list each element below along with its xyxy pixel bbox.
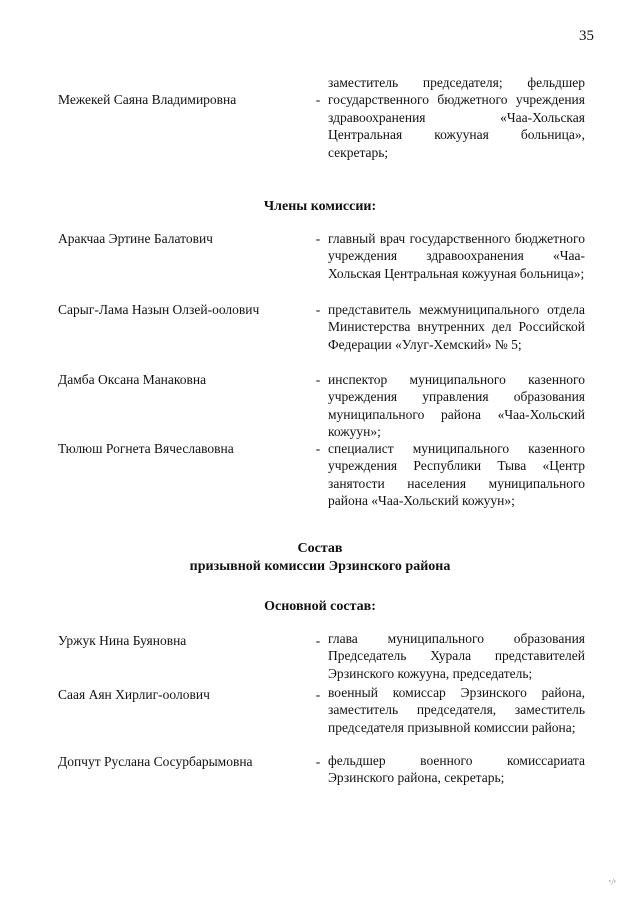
scan-mark: ᵛ/ᵋ bbox=[608, 877, 616, 887]
member-description: главный врач государственного бюджетного учреждения здравоохранения «Чаа-Хольская Центральная кожууная больница»; bbox=[328, 231, 585, 281]
member-name: Сарыг-Лама Назын Олзей-оолович bbox=[58, 302, 260, 317]
dash: - bbox=[315, 231, 321, 246]
member-description: глава муниципального образования Председатель Хурала представителей Эрзинского кожууна, председатель; bbox=[328, 631, 585, 681]
member-description: представитель межмуниципального отдела Министерства внутренних дел Российской Федерации «Улуг-Хемский» № 5; bbox=[328, 302, 585, 352]
dash: - bbox=[315, 92, 321, 107]
member-name: Аракчаа Эртине Балатович bbox=[58, 231, 213, 246]
main-composition-heading: Основной состав: bbox=[264, 599, 376, 614]
composition-title: Состав bbox=[297, 541, 343, 556]
dash: - bbox=[315, 754, 321, 769]
dash: - bbox=[315, 441, 321, 456]
member-name: Межекей Саяна Владимировна bbox=[58, 92, 237, 107]
member-name: Допчут Руслана Сосурбарымовна bbox=[58, 754, 253, 769]
dash: - bbox=[315, 633, 321, 648]
members-heading: Члены комиссии: bbox=[263, 199, 377, 214]
member-description: фельдшер военного комиссариата Эрзинского района, секретарь; bbox=[328, 753, 585, 786]
composition-subtitle: призывной комиссии Эрзинского района bbox=[189, 559, 451, 574]
member-name: Уржук Нина Буяновна bbox=[58, 633, 187, 648]
dash: - bbox=[315, 372, 321, 387]
member-description: военный комиссар Эрзинского района, заместитель председателя, заместитель председателя призывной комиссии района; bbox=[328, 685, 585, 735]
member-description: инспектор муниципального казенного учреждения управления образования муниципального района «Чаа-Хольский кожуун»; bbox=[328, 372, 585, 440]
dash: - bbox=[315, 302, 321, 317]
member-name: Саая Аян Хирлиг-оолович bbox=[58, 687, 210, 702]
member-description: специалист муниципального казенного учреждения Республики Тыва «Центр занятости населения муниципального района «Чаа-Хольский кожуун»; bbox=[328, 441, 585, 509]
member-description: заместитель председателя; фельдшер государственного бюджетного учреждения здравоохранения «Чаа-Хольская Центральная кожууная больница», секретарь; bbox=[328, 75, 585, 160]
page-number: 35 bbox=[579, 28, 594, 44]
dash: - bbox=[315, 687, 321, 702]
member-name: Дамба Оксана Манаковна bbox=[58, 372, 207, 387]
member-name: Тюлюш Рогнета Вячеславовна bbox=[58, 441, 234, 456]
